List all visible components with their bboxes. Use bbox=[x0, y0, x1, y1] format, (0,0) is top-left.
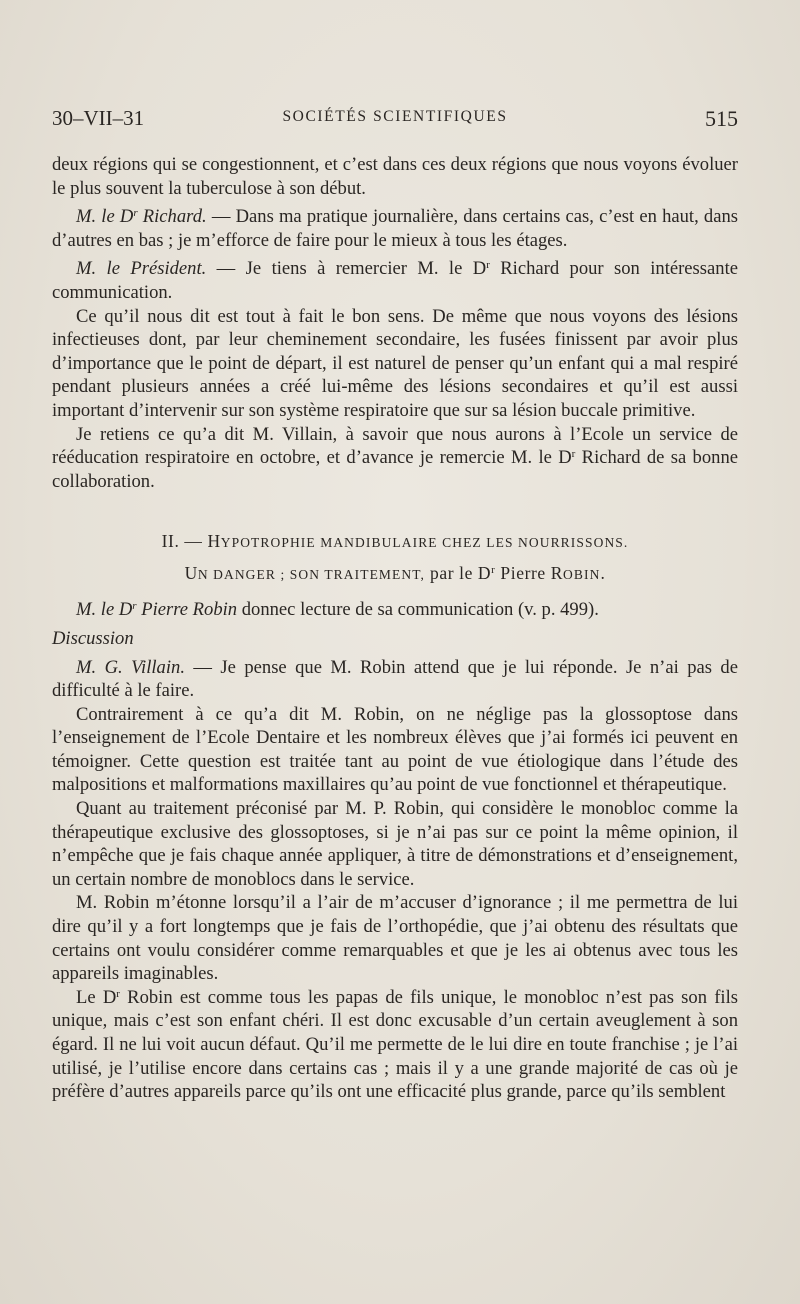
section-heading: II. — HYPOTROPHIE MANDIBULAIRE CHEZ LES NOURRISSONS. UN DANGER ; SON TRAITEMENT, par le $D^r$ Pierre ROBIN. bbox=[161, 531, 629, 584]
paragraph-orthopedie: M. Robin m’étonne lorsqu’il a l’air de m’accuser d’ignorance ; il me permettra de lui dire qu’il y a fort longtemps que je fais de l’orthopédie, que j’ai obtenu des résultats que certains ont voulu considérer comme remarquables et que je les ai obtenus avec tous les appareils imaginables. bbox=[52, 892, 738, 985]
page-number: 515 bbox=[705, 106, 738, 131]
paragraph-continuation: deux régions qui se congestionnent, et c’est dans ces deux régions que nous voyons évoluer le plus souvent la tuberculose à son début. bbox=[52, 154, 738, 199]
page-body bbox=[52, 153, 738, 1104]
speaker-name: M. le Président. bbox=[76, 258, 207, 280]
speaker-name: M. le $D^r$ Richard. bbox=[76, 206, 207, 228]
discussion-heading: Discussion bbox=[52, 627, 134, 649]
paragraph-bon-sens: Ce qu’il nous dit est tout à fait le bon sens. De même que nous voyons des lésions infectieuses dont, par leur cheminement secondaire, les fusées finissent par avoir plus d’importance que le point de départ, il est naturel de penser qu’un enfant qui a mal respiré pendant plusieurs années a créé lui-même des lésions secondaires et qu’il est aussi important d’intervenir sur son système respiratoire que sur sa lésion buccale primitive. bbox=[52, 305, 738, 421]
paragraph-robin-lecture: M. le $D^r$ Pierre Robin donnec lecture de sa communication (v. p. 499). bbox=[76, 599, 599, 621]
running-header bbox=[52, 106, 738, 136]
paragraph-president: M. le Président. — Je tiens à remercier M. le $D^r$ Richard pour son intéressante communication. bbox=[52, 258, 738, 303]
speaker-name: M. le $D^r$ Pierre Robin bbox=[76, 599, 238, 621]
speaker-name: M. G. Villain. bbox=[76, 656, 185, 678]
paragraph-villain-reply: M. G. Villain. — Je pense que M. Robin attend que je lui réponde. Je n’ai pas de difficulté à le faire. bbox=[52, 656, 738, 702]
paragraph-enfant-cheri: Le $D^r$ Robin est comme tous les papas de fils unique, le monobloc n’est pas son fils unique, mais c’est son enfant chéri. Il est donc excusable d’un certain aveuglement à son égard. Il ne lui voit aucun défaut. Qu’il me permette de le lui dire en toute franchise ; je l’ai utilisé, je l’utilise encore dans certains cas ; mais il y a une grande majorité de cas où je préfère d’autres appareils parce qu’ils ont une efficacité plus grande, parce qu’ils semblent bbox=[52, 986, 739, 1103]
paragraph-glossoptose: Contrairement à ce qu’a dit M. Robin, on ne néglige pas la glossoptose dans l’enseignement de l’Ecole Dentaire et les nombreux élèves que j’ai formés ici peuvent en témoigner. Cette question est traitée tant au point de vue étiologique dans l’étude des malpositions et malformations maxillaires qu’au point de vue fonctionnel et thérapeutique. bbox=[52, 703, 738, 796]
header-date: 30–VII–31 bbox=[52, 106, 145, 130]
header-section-title: SOCIÉTÉS SCIENTIFIQUES bbox=[282, 108, 508, 125]
paragraph-richard: M. le $D^r$ Richard. — Dans ma pratique journalière, dans certains cas, c’est en haut, dans d’autres en bas ; je m’efforce de faire pour le mieux à tous les étages. bbox=[52, 206, 739, 251]
paragraph-monobloc: Quant au traitement préconisé par M. P. Robin, qui considère le monobloc comme la thérapeutique exclusive des glossoptoses, si je n’ai pas sur ce point la même opinion, il n’empêche que je fais chaque année appliquer, à titre de démonstrations et d’enseignement, un certain nombre de monoblocs dans le service. bbox=[52, 798, 738, 890]
paragraph-villain-reeducation: Je retiens ce qu’a dit M. Villain, à savoir que nous aurons à l’Ecole un service de rééducation respiratoire en octobre, et d’avance je remercie M. le $D^r$ Richard de sa bonne collaboration. bbox=[52, 423, 738, 492]
